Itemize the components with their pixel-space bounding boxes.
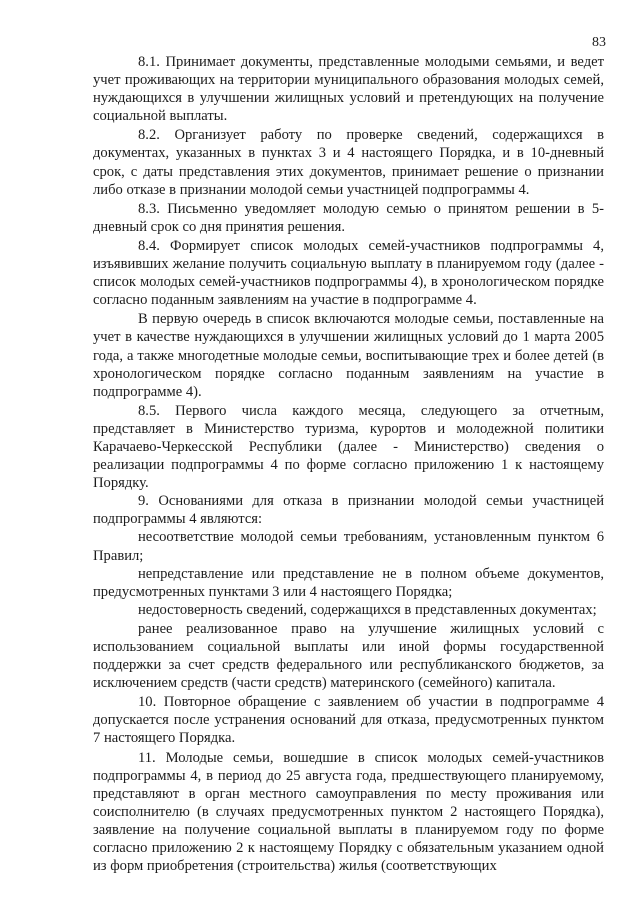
refusal-ground-4: ранее реализованное право на улучшение жилищных условий с использованием социальной выплаты или иной формы государственной поддержки за счет средств федерального или республиканского бюджетов, за исключением средств (части средств) материнского (семейного) капитала.	[93, 620, 604, 692]
paragraph-8-5: 8.5. Первого числа каждого месяца, следующего за отчетным, представляет в Министерство туризма, курортов и молодежной политики Карачаево-Черкесской Республики (далее - Министерство) сведения о реализации подпрограммы 4 по форме согласно приложению 1 к настоящему Порядку.	[93, 402, 604, 492]
refusal-ground-3: недостоверность сведений, содержащихся в представленных документах;	[138, 601, 597, 618]
paragraph-11: 11. Молодые семьи, вошедшие в список молодых семей-участников подпрограммы 4, в период до 25 августа года, предшествующего планируемому, представляют в орган местного самоуправления по месту проживания или соисполнителю (в случаях предусмотренных пунктом 2 настоящего Порядка), заявление на получение социальной выплаты в планируемом году по форме согласно приложению 2 к настоящему Порядку с обязательным указанием одной из форм приобретения (строительства) жилья (соответствующих	[93, 749, 604, 875]
refusal-ground-1: несоответствие молодой семьи требованиям, установленным пунктом 6 Правил;	[93, 529, 604, 564]
refusal-ground-2: непредставление или представление не в полном объеме документов, предусмотренных пунктами 3 или 4 настоящего Порядка;	[93, 565, 604, 600]
paragraph-8-1: 8.1. Принимает документы, представленные молодыми семьями, и ведет учет проживающих на территории муниципального образования молодых семей, нуждающихся в улучшении жилищных условий и претендующих на получение социальной выплаты.	[93, 54, 604, 125]
paragraph-priority: В первую очередь в список включаются молодые семьи, поставленные на учет в качестве нуждающихся в улучшении жилищных условий до 1 марта 2005 года, а также многодетные молодые семьи, воспитывающие трех и более детей (в хронологическом порядке согласно поданным заявлениям на участие в подпрограмме 4).	[93, 311, 604, 400]
paragraph-8-3: 8.3. Письменно уведомляет молодую семью о принятом решении в 5-дневный срок со дня принятия решения.	[93, 200, 604, 235]
document-body	[93, 53, 604, 875]
paragraph-10: 10. Повторное обращение с заявлением об участии в подпрограмме 4 допускается после устранения оснований для отказа, предусмотренных пунктом 7 настоящего Порядка.	[93, 694, 604, 747]
paragraph-9: 9. Основаниями для отказа в признании молодой семьи участницей подпрограммы 4 являются:	[93, 493, 604, 528]
paragraph-8-2: 8.2. Организует работу по проверке сведений, содержащихся в документах, указанных в пунктах 3 и 4 настоящего Порядка, и в 10-дневный срок, с даты представления этих документов, принимает решение о признании либо отказе в признании молодой семьи участницей подпрограммы 4.	[93, 127, 604, 198]
paragraph-8-4: 8.4. Формирует список молодых семей-участников подпрограммы 4, изъявивших желание получить социальную выплату в планируемом году (далее - список молодых семей-участников подпрограммы 4), в хронологическом порядке согласно поданным заявлениям на участие в подпрограмме 4.	[93, 237, 604, 309]
page-number: 83	[592, 35, 606, 50]
